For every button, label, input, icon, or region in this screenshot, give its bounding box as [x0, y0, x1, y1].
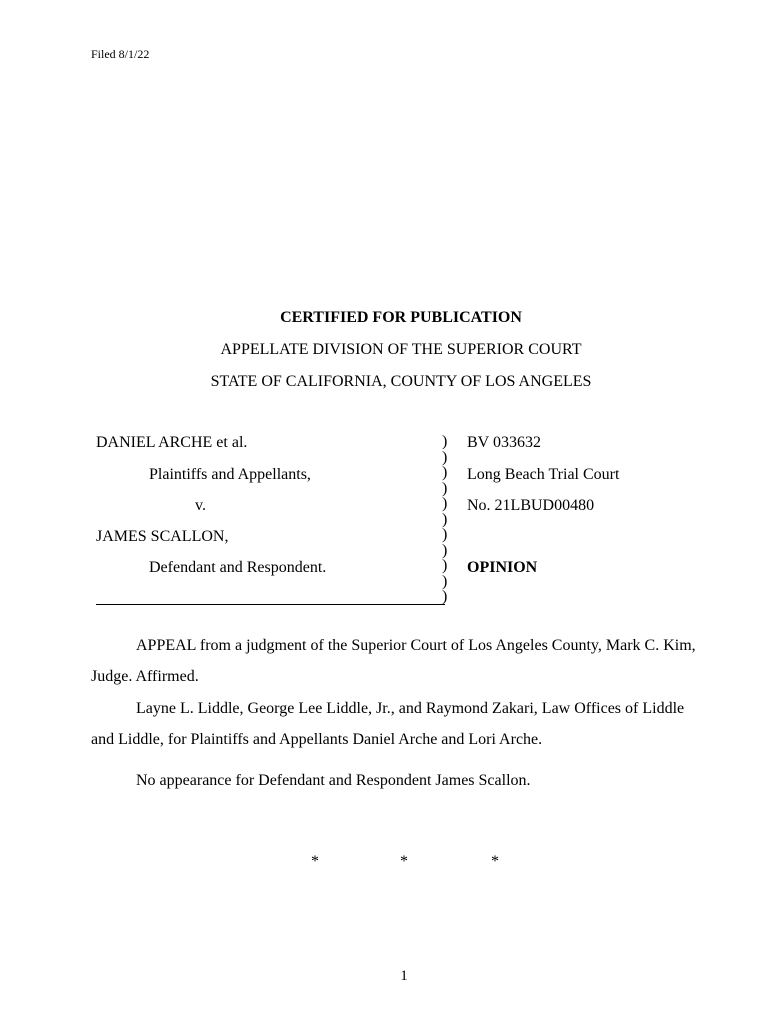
plaintiff-role: Plaintiffs and Appellants, — [149, 466, 311, 483]
trial-court-number: No. 21LBUD00480 — [467, 497, 595, 514]
paren: ) — [442, 510, 448, 528]
trial-court: Long Beach Trial Court — [467, 466, 620, 483]
paren: ) — [442, 448, 448, 466]
separator-star: * — [311, 853, 319, 870]
filed-date: Filed 8/1/22 — [91, 47, 150, 61]
separator-star: * — [400, 853, 408, 870]
defendant-name: JAMES SCALLON, — [96, 528, 229, 545]
certified-heading: CERTIFIED FOR PUBLICATION — [280, 309, 522, 326]
plaintiff-name: DANIEL ARCHE et al. — [96, 434, 248, 451]
separator-star: * — [491, 853, 499, 870]
opinion-label: OPINION — [467, 559, 538, 576]
appeal-paragraph-line-1: APPEAL from a judgment of the Superior Court of Los Angeles County, Mark C. Kim, — [136, 637, 696, 654]
paren: ) — [442, 526, 448, 543]
paren: ) — [442, 572, 448, 590]
case-number: BV 033632 — [467, 434, 541, 451]
paren: ) — [442, 588, 448, 605]
division-heading: APPELLATE DIVISION OF THE SUPERIOR COURT — [220, 341, 582, 358]
caption-underline — [96, 604, 445, 605]
appeal-paragraph-line-2: Judge. Affirmed. — [91, 668, 199, 685]
paren: ) — [442, 433, 448, 450]
page-number: 1 — [400, 968, 408, 984]
state-heading: STATE OF CALIFORNIA, COUNTY OF LOS ANGELES — [210, 373, 592, 390]
paren: ) — [442, 479, 448, 497]
defendant-role: Defendant and Respondent. — [149, 559, 327, 576]
paren: ) — [442, 557, 448, 574]
paren: ) — [442, 495, 448, 512]
no-appearance-paragraph: No appearance for Defendant and Respondent James Scallon. — [136, 772, 531, 789]
paren: ) — [442, 464, 448, 481]
caption-parentheses — [442, 434, 454, 605]
counsel-paragraph-line-2: and Liddle, for Plaintiffs and Appellants Daniel Arche and Lori Arche. — [91, 731, 543, 748]
paren: ) — [442, 541, 448, 559]
counsel-paragraph-line-1: Layne L. Liddle, George Lee Liddle, Jr., and Raymond Zakari, Law Offices of Liddle — [136, 700, 685, 717]
versus: v. — [195, 497, 206, 514]
